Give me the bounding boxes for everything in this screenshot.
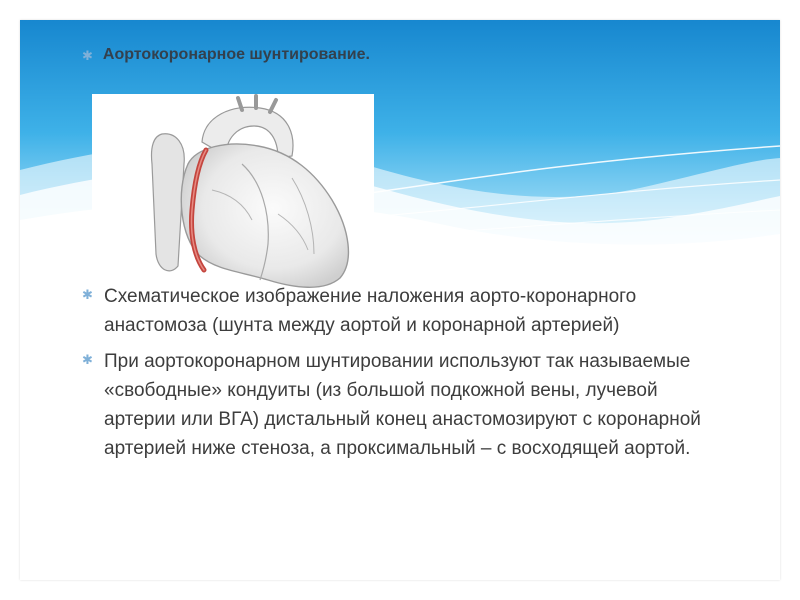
- paragraph-text: Схематическое изображение наложения аорто-коронарного анастомоза (шунта между аортой и коронарной артерией): [104, 286, 637, 336]
- title-row: [82, 46, 370, 64]
- paragraph-1: [82, 282, 722, 340]
- paragraph-2: [82, 347, 722, 463]
- heart-illustration: [92, 94, 374, 290]
- paragraph-text: При аортокоронарном шунтировании используют так называемые «свободные» кондуиты (из большой подкожной вены, лучевой артерии или ВГА) дистальный конец анастомозируют с коронарной артерией ниже стеноза, а проксимальный – с восходящей аортой.: [104, 351, 701, 459]
- slide-title: Аортокоронарное шунтирование.: [102, 46, 370, 63]
- paragraph-bullet-icon: ✱: [82, 287, 93, 302]
- heart-bypass-icon: [92, 94, 374, 290]
- slide: [20, 20, 780, 580]
- paragraph-bullet-icon: ✱: [82, 352, 93, 367]
- title-bullet-icon: ✱: [82, 47, 93, 63]
- slide-body: [82, 282, 722, 470]
